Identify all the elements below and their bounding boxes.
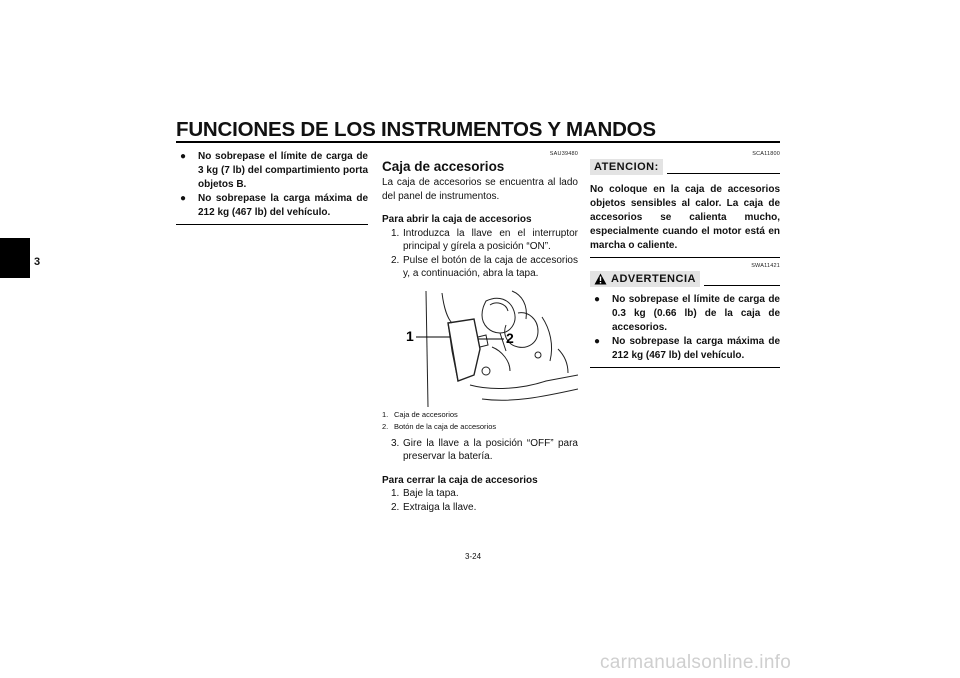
open-step: [382, 254, 578, 281]
figure-caption: [382, 421, 578, 433]
close-heading: Para cerrar la caja de accesorios: [382, 474, 538, 486]
open-step: [382, 437, 578, 464]
warning-rule: [704, 285, 780, 286]
figure-caption: [382, 409, 578, 421]
bullet-icon: ●: [594, 294, 601, 306]
open-heading: Para abrir la caja de accesorios: [382, 214, 532, 225]
section-rule: [590, 367, 780, 368]
column-3: [590, 150, 780, 368]
warning-badge: [590, 271, 700, 287]
bullet-text: No sobrepase el límite de carga de 0.3 kg (0.66 lb) de la caja de accesorios.: [612, 294, 780, 334]
motorcycle-dashboard-drawing: [382, 289, 578, 409]
watermark: carmanualsonline.info: [600, 652, 792, 673]
caution-rule: [667, 173, 780, 174]
step-number: 1.: [391, 227, 400, 239]
step-text: Extraiga la llave.: [403, 501, 477, 513]
bullet-text: No sobrepase la carga máxima de 212 kg (467 lb) del vehículo.: [612, 336, 780, 362]
close-step: [382, 487, 578, 501]
step-number: 2.: [391, 254, 400, 266]
warning-header: [590, 271, 780, 287]
caption-number: 2.: [382, 421, 389, 431]
callout-2: 2: [506, 329, 514, 346]
step-number: 3.: [391, 437, 400, 449]
caption-number: 1.: [382, 409, 389, 419]
bullet-text: No sobrepase el límite de carga de 3 kg (7 lb) del compartimiento porta objetos B.: [198, 151, 368, 190]
section-heading: Caja de accesorios: [382, 159, 505, 174]
caution-text: No coloque en la caja de accesorios objetos sensibles al calor. La caja de accesorios se calienta mucho, especialmente cuando el motor está en marcha o caliente.: [590, 184, 780, 251]
bullet-item: [590, 335, 780, 363]
open-step: [382, 227, 578, 254]
accessory-box-illustration: [382, 289, 578, 409]
caption-text: Botón de la caja de accesorios: [394, 421, 497, 431]
warning-label: ADVERTENCIA: [611, 273, 696, 286]
step-text: Gire la llave a la posición “OFF” para preservar la batería.: [403, 437, 578, 462]
bullet-icon: ●: [180, 193, 187, 204]
step-text: Introduzca la llave en el interruptor principal y gírela a posición “ON”.: [403, 227, 578, 252]
intro-text: La caja de accesorios se encuentra al lado del panel de instrumentos.: [382, 177, 578, 202]
section-code: SAU39480: [549, 151, 578, 157]
close-step: [382, 501, 578, 515]
title-rule: [176, 141, 780, 143]
page-number: 3-24: [465, 552, 482, 561]
section-rule: [590, 257, 780, 258]
step-number: 1.: [391, 488, 400, 499]
bullet-item: [176, 150, 368, 192]
column-1: [176, 150, 368, 225]
callout-1: 1: [406, 327, 414, 344]
page-title: FUNCIONES DE LOS INSTRUMENTOS Y MANDOS: [176, 118, 656, 141]
chapter-number: 3: [34, 256, 41, 268]
caution-header: [590, 159, 780, 175]
bullet-icon: ●: [180, 151, 187, 162]
warning-triangle-icon: [594, 273, 607, 285]
bullet-text: No sobrepase la carga máxima de 212 kg (467 lb) del vehículo.: [198, 193, 368, 218]
bullet-item: [176, 192, 368, 220]
chapter-tab: [0, 238, 30, 278]
caution-badge: ATENCION:: [590, 159, 663, 175]
step-text: Baje la tapa.: [403, 488, 459, 499]
step-number: 2.: [391, 501, 400, 513]
step-text: Pulse el botón de la caja de accesorios y, a continuación, abra la tapa.: [403, 254, 578, 279]
column-2: [382, 150, 578, 514]
bullet-icon: ●: [594, 336, 601, 348]
section-rule: [176, 224, 368, 225]
warning-code: SWA11421: [751, 263, 780, 270]
caution-code: SCA11800: [752, 151, 780, 157]
bullet-item: [590, 293, 780, 335]
caption-text: Caja de accesorios: [394, 409, 458, 419]
